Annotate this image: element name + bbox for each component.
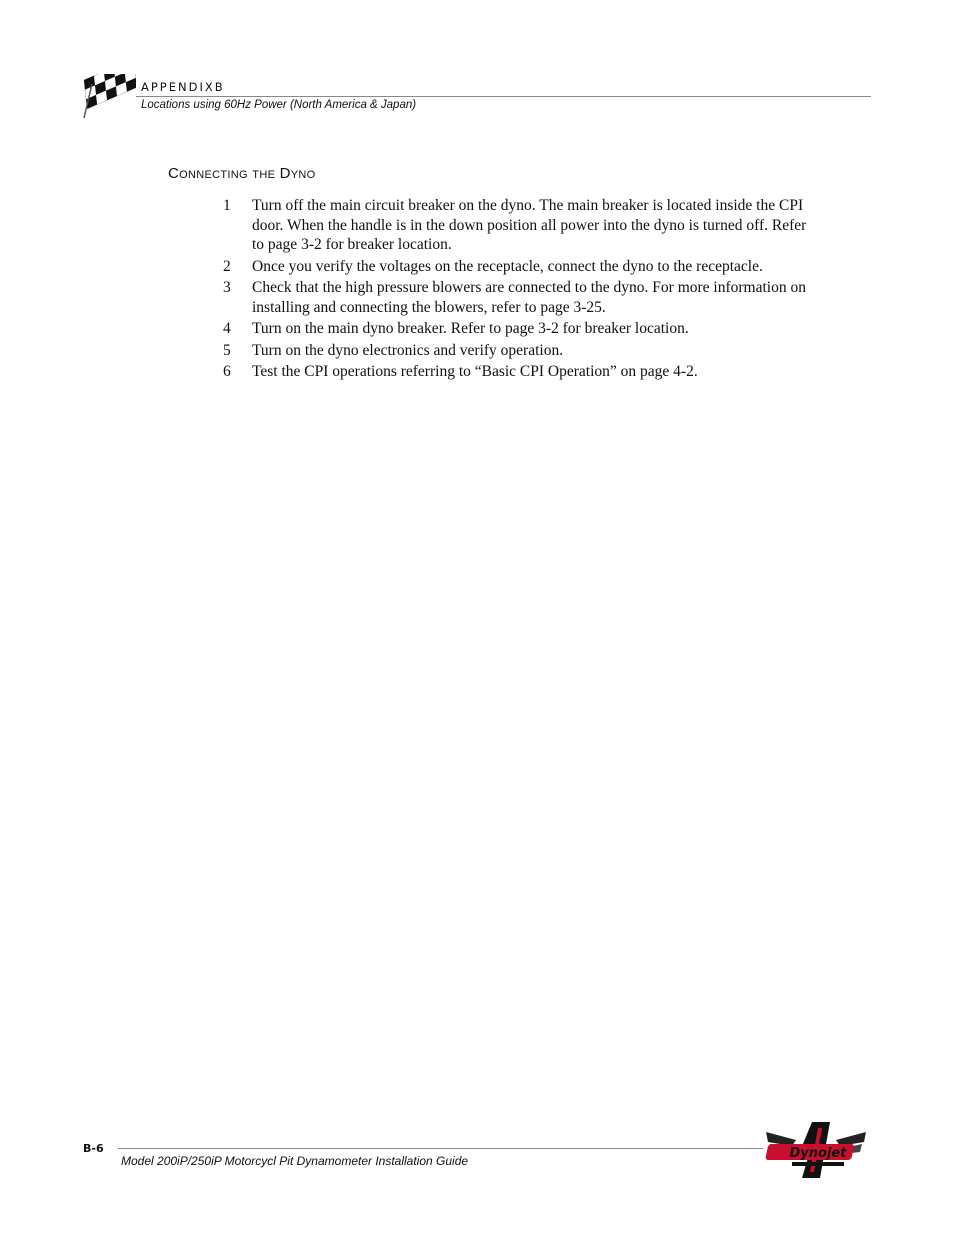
page-number: B-6 [83, 1142, 104, 1155]
step-number: 1 [223, 197, 231, 214]
step-text: Once you verify the voltages on the receptacle, connect the dyno to the receptacle. [252, 257, 763, 275]
step-number: 4 [223, 320, 231, 337]
step-number: 6 [223, 363, 231, 380]
checkered-flag-icon [80, 74, 136, 122]
step-item [222, 278, 817, 317]
step-number: 3 [223, 279, 231, 296]
header-subtitle: Locations using 60Hz Power (North America & Japan) [141, 99, 417, 111]
document-title: Model 200iP/250iP Motorcycl Pit Dynamometer Installation Guide [121, 1154, 469, 1168]
step-text: Check that the high pressure blowers are connected to the dyno. For more information on installing and connecting the blowers, refer to page 3-25. [252, 279, 806, 316]
step-text: Turn off the main circuit breaker on the dyno. The main breaker is located inside the CPI door. When the handle is in the down position all power into the dyno is turned off. Refer to page 3-2 for breaker location. [252, 197, 807, 253]
section-title: Connecting the Dyno [168, 165, 316, 182]
svg-text:Dynojet: Dynojet [789, 1146, 847, 1161]
footer-divider [118, 1148, 763, 1149]
steps-list [222, 196, 817, 384]
header-divider [136, 96, 871, 97]
dynojet-logo-icon [762, 1118, 870, 1182]
step-number: 5 [223, 341, 231, 359]
step-item [222, 257, 817, 277]
step-text: Turn on the main dyno breaker. Refer to page 3-2 for breaker location. [252, 320, 689, 337]
step-number: 2 [223, 257, 231, 275]
step-item [222, 319, 817, 339]
step-text: Turn on the dyno electronics and verify operation. [252, 341, 564, 359]
step-text: Test the CPI operations referring to “Basic CPI Operation” on page 4-2. [252, 363, 698, 380]
appendix-label: APPENDIXB [141, 80, 225, 94]
step-item [222, 362, 817, 382]
step-item [222, 341, 817, 361]
step-item [222, 196, 817, 255]
